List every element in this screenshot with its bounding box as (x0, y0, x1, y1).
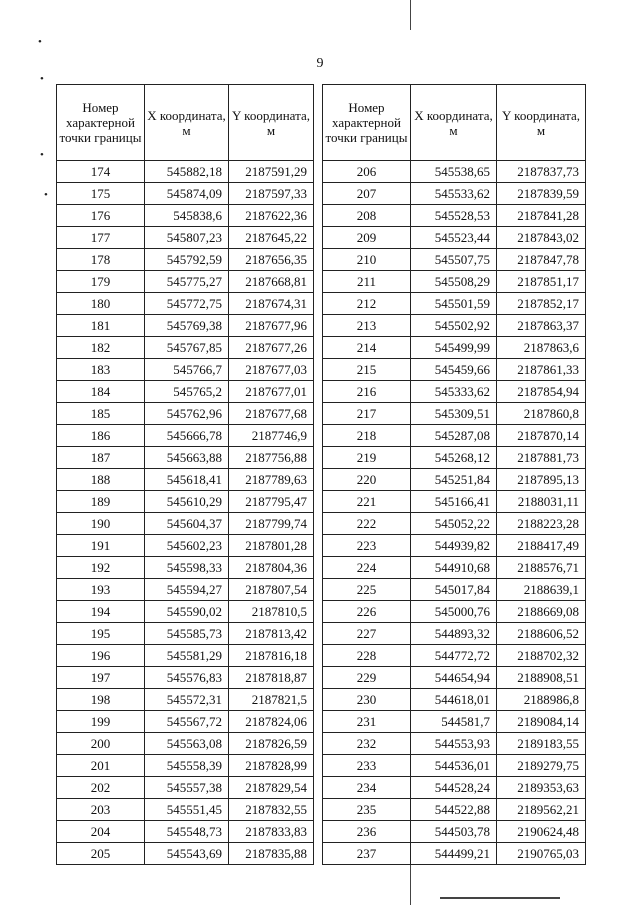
table-row (57, 645, 314, 667)
table-row (323, 755, 586, 777)
point-number-cell: 188 (57, 469, 145, 491)
y-coordinate-cell: 2187881,73 (497, 447, 586, 469)
x-coordinate-cell: 545251,84 (411, 469, 497, 491)
scan-line (410, 0, 411, 30)
table-row (57, 601, 314, 623)
x-coordinate-cell: 545765,2 (145, 381, 229, 403)
point-number-cell: 187 (57, 447, 145, 469)
y-coordinate-cell: 2188908,51 (497, 667, 586, 689)
point-number-cell: 176 (57, 205, 145, 227)
x-coordinate-cell: 545775,27 (145, 271, 229, 293)
table-row (323, 623, 586, 645)
y-coordinate-cell: 2189353,63 (497, 777, 586, 799)
table-row (57, 161, 314, 183)
table-row (323, 293, 586, 315)
table-row (57, 293, 314, 315)
y-coordinate-cell: 2187813,42 (229, 623, 314, 645)
x-coordinate-cell: 544772,72 (411, 645, 497, 667)
y-coordinate-cell: 2187847,78 (497, 249, 586, 271)
x-coordinate-cell: 545610,29 (145, 491, 229, 513)
point-number-cell: 183 (57, 359, 145, 381)
table-row (57, 711, 314, 733)
header-y-coordinate: Y координата, м (497, 85, 586, 161)
x-coordinate-cell: 545602,23 (145, 535, 229, 557)
table-row (57, 315, 314, 337)
header-point-number: Номер характерной точки границы (323, 85, 411, 161)
y-coordinate-cell: 2187828,99 (229, 755, 314, 777)
x-coordinate-cell: 545598,33 (145, 557, 229, 579)
x-coordinate-cell: 545268,12 (411, 447, 497, 469)
x-coordinate-cell: 545807,23 (145, 227, 229, 249)
point-number-cell: 209 (323, 227, 411, 249)
y-coordinate-cell: 2187674,31 (229, 293, 314, 315)
point-number-cell: 203 (57, 799, 145, 821)
point-number-cell: 233 (323, 755, 411, 777)
y-coordinate-cell: 2187851,17 (497, 271, 586, 293)
y-coordinate-cell: 2188639,1 (497, 579, 586, 601)
point-number-cell: 202 (57, 777, 145, 799)
y-coordinate-cell: 2187816,18 (229, 645, 314, 667)
x-coordinate-cell: 545502,92 (411, 315, 497, 337)
point-number-cell: 211 (323, 271, 411, 293)
x-coordinate-cell: 545166,41 (411, 491, 497, 513)
y-coordinate-cell: 2187860,8 (497, 403, 586, 425)
table-row (57, 535, 314, 557)
table-row (57, 799, 314, 821)
point-number-cell: 182 (57, 337, 145, 359)
y-coordinate-cell: 2187799,74 (229, 513, 314, 535)
point-number-cell: 205 (57, 843, 145, 865)
point-number-cell: 184 (57, 381, 145, 403)
y-coordinate-cell: 2187677,96 (229, 315, 314, 337)
x-coordinate-cell: 545594,27 (145, 579, 229, 601)
point-number-cell: 199 (57, 711, 145, 733)
table-row (57, 183, 314, 205)
x-coordinate-cell: 544618,01 (411, 689, 497, 711)
x-coordinate-cell: 545528,53 (411, 205, 497, 227)
table-row (323, 315, 586, 337)
x-coordinate-cell: 545567,72 (145, 711, 229, 733)
x-coordinate-cell: 545666,78 (145, 425, 229, 447)
point-number-cell: 179 (57, 271, 145, 293)
table-row (323, 425, 586, 447)
table-row (57, 447, 314, 469)
y-coordinate-cell: 2187835,88 (229, 843, 314, 865)
x-coordinate-cell: 544522,88 (411, 799, 497, 821)
x-coordinate-cell: 545563,08 (145, 733, 229, 755)
point-number-cell: 212 (323, 293, 411, 315)
point-number-cell: 174 (57, 161, 145, 183)
table-row (57, 381, 314, 403)
table-row (57, 689, 314, 711)
coordinates-table-right (322, 84, 586, 865)
table-row (323, 337, 586, 359)
y-coordinate-cell: 2187826,59 (229, 733, 314, 755)
y-coordinate-cell: 2187843,02 (497, 227, 586, 249)
point-number-cell: 189 (57, 491, 145, 513)
point-number-cell: 194 (57, 601, 145, 623)
table-row (57, 513, 314, 535)
table-row (323, 403, 586, 425)
point-number-cell: 197 (57, 667, 145, 689)
y-coordinate-cell: 2187591,29 (229, 161, 314, 183)
x-coordinate-cell: 544581,7 (411, 711, 497, 733)
x-coordinate-cell: 545882,18 (145, 161, 229, 183)
table-row (57, 733, 314, 755)
x-coordinate-cell: 545767,85 (145, 337, 229, 359)
y-coordinate-cell: 2188576,71 (497, 557, 586, 579)
table-row (57, 623, 314, 645)
point-number-cell: 191 (57, 535, 145, 557)
point-number-cell: 177 (57, 227, 145, 249)
y-coordinate-cell: 2187810,5 (229, 601, 314, 623)
y-coordinate-cell: 2188606,52 (497, 623, 586, 645)
x-coordinate-cell: 545576,83 (145, 667, 229, 689)
point-number-cell: 223 (323, 535, 411, 557)
y-coordinate-cell: 2187854,94 (497, 381, 586, 403)
table-row (323, 733, 586, 755)
table-row (323, 271, 586, 293)
y-coordinate-cell: 2187837,73 (497, 161, 586, 183)
y-coordinate-cell: 2187746,9 (229, 425, 314, 447)
table-row (323, 579, 586, 601)
x-coordinate-cell: 545309,51 (411, 403, 497, 425)
x-coordinate-cell: 545533,62 (411, 183, 497, 205)
y-coordinate-cell: 2187597,33 (229, 183, 314, 205)
y-coordinate-cell: 2187656,35 (229, 249, 314, 271)
x-coordinate-cell: 545618,41 (145, 469, 229, 491)
point-number-cell: 235 (323, 799, 411, 821)
x-coordinate-cell: 545287,08 (411, 425, 497, 447)
x-coordinate-cell: 545507,75 (411, 249, 497, 271)
point-number-cell: 220 (323, 469, 411, 491)
table-row (323, 645, 586, 667)
table-row (323, 689, 586, 711)
table-row (323, 601, 586, 623)
point-number-cell: 181 (57, 315, 145, 337)
point-number-cell: 222 (323, 513, 411, 535)
point-number-cell: 192 (57, 557, 145, 579)
point-number-cell: 195 (57, 623, 145, 645)
y-coordinate-cell: 2187677,68 (229, 403, 314, 425)
y-coordinate-cell: 2188223,28 (497, 513, 586, 535)
y-coordinate-cell: 2187622,36 (229, 205, 314, 227)
y-coordinate-cell: 2190624,48 (497, 821, 586, 843)
y-coordinate-cell: 2187807,54 (229, 579, 314, 601)
table-row (57, 337, 314, 359)
x-coordinate-cell: 544553,93 (411, 733, 497, 755)
table-row (57, 667, 314, 689)
header-y-coordinate: Y координата, м (229, 85, 314, 161)
point-number-cell: 219 (323, 447, 411, 469)
table-row (323, 711, 586, 733)
y-coordinate-cell: 2187756,88 (229, 447, 314, 469)
x-coordinate-cell: 545572,31 (145, 689, 229, 711)
table-row (57, 271, 314, 293)
point-number-cell: 210 (323, 249, 411, 271)
x-coordinate-cell: 545557,38 (145, 777, 229, 799)
x-coordinate-cell: 545459,66 (411, 359, 497, 381)
y-coordinate-cell: 2187795,47 (229, 491, 314, 513)
header-point-number: Номер характерной точки границы (57, 85, 145, 161)
table-row (323, 821, 586, 843)
scan-mark: • (44, 189, 48, 201)
x-coordinate-cell: 545874,09 (145, 183, 229, 205)
point-number-cell: 231 (323, 711, 411, 733)
x-coordinate-cell: 545585,73 (145, 623, 229, 645)
point-number-cell: 221 (323, 491, 411, 513)
x-coordinate-cell: 544536,01 (411, 755, 497, 777)
point-number-cell: 215 (323, 359, 411, 381)
table-row (323, 799, 586, 821)
x-coordinate-cell: 545604,37 (145, 513, 229, 535)
coordinates-table-left (56, 84, 314, 865)
point-number-cell: 217 (323, 403, 411, 425)
table-row (323, 161, 586, 183)
y-coordinate-cell: 2187863,37 (497, 315, 586, 337)
x-coordinate-cell: 545538,65 (411, 161, 497, 183)
table-row (323, 535, 586, 557)
y-coordinate-cell: 2187841,28 (497, 205, 586, 227)
y-coordinate-cell: 2187863,6 (497, 337, 586, 359)
y-coordinate-cell: 2187870,14 (497, 425, 586, 447)
point-number-cell: 201 (57, 755, 145, 777)
point-number-cell: 193 (57, 579, 145, 601)
table-row (57, 403, 314, 425)
x-coordinate-cell: 545548,73 (145, 821, 229, 843)
point-number-cell: 232 (323, 733, 411, 755)
x-coordinate-cell: 545508,29 (411, 271, 497, 293)
point-number-cell: 226 (323, 601, 411, 623)
table-row (57, 579, 314, 601)
point-number-cell: 206 (323, 161, 411, 183)
y-coordinate-cell: 2189562,21 (497, 799, 586, 821)
y-coordinate-cell: 2187668,81 (229, 271, 314, 293)
x-coordinate-cell: 544910,68 (411, 557, 497, 579)
y-coordinate-cell: 2188702,32 (497, 645, 586, 667)
y-coordinate-cell: 2187832,55 (229, 799, 314, 821)
point-number-cell: 234 (323, 777, 411, 799)
x-coordinate-cell: 545663,88 (145, 447, 229, 469)
point-number-cell: 180 (57, 293, 145, 315)
x-coordinate-cell: 545052,22 (411, 513, 497, 535)
table-row (57, 249, 314, 271)
x-coordinate-cell: 544499,21 (411, 843, 497, 865)
point-number-cell: 208 (323, 205, 411, 227)
point-number-cell: 229 (323, 667, 411, 689)
point-number-cell: 216 (323, 381, 411, 403)
header-x-coordinate: X координата, м (145, 85, 229, 161)
x-coordinate-cell: 545792,59 (145, 249, 229, 271)
table-header-row (323, 85, 586, 161)
point-number-cell: 230 (323, 689, 411, 711)
x-coordinate-cell: 545766,7 (145, 359, 229, 381)
x-coordinate-cell: 545499,99 (411, 337, 497, 359)
point-number-cell: 175 (57, 183, 145, 205)
y-coordinate-cell: 2189279,75 (497, 755, 586, 777)
y-coordinate-cell: 2187833,83 (229, 821, 314, 843)
x-coordinate-cell: 545017,84 (411, 579, 497, 601)
page-number: 9 (316, 56, 324, 71)
table-row (57, 469, 314, 491)
table-row (323, 249, 586, 271)
y-coordinate-cell: 2187824,06 (229, 711, 314, 733)
x-coordinate-cell: 544528,24 (411, 777, 497, 799)
x-coordinate-cell: 545581,29 (145, 645, 229, 667)
table-header-row (57, 85, 314, 161)
table-row (57, 491, 314, 513)
x-coordinate-cell: 545838,6 (145, 205, 229, 227)
y-coordinate-cell: 2187852,17 (497, 293, 586, 315)
table-row (323, 183, 586, 205)
y-coordinate-cell: 2187839,59 (497, 183, 586, 205)
x-coordinate-cell: 545590,02 (145, 601, 229, 623)
table-row (57, 557, 314, 579)
y-coordinate-cell: 2188031,11 (497, 491, 586, 513)
x-coordinate-cell: 545543,69 (145, 843, 229, 865)
x-coordinate-cell: 545523,44 (411, 227, 497, 249)
header-x-coordinate: X координата, м (411, 85, 497, 161)
x-coordinate-cell: 544939,82 (411, 535, 497, 557)
y-coordinate-cell: 2190765,03 (497, 843, 586, 865)
table-row (57, 359, 314, 381)
x-coordinate-cell: 544654,94 (411, 667, 497, 689)
table-row (323, 359, 586, 381)
table-row (57, 425, 314, 447)
y-coordinate-cell: 2189183,55 (497, 733, 586, 755)
y-coordinate-cell: 2187895,13 (497, 469, 586, 491)
point-number-cell: 218 (323, 425, 411, 447)
x-coordinate-cell: 545772,75 (145, 293, 229, 315)
point-number-cell: 228 (323, 645, 411, 667)
y-coordinate-cell: 2187645,22 (229, 227, 314, 249)
x-coordinate-cell: 545333,62 (411, 381, 497, 403)
point-number-cell: 207 (323, 183, 411, 205)
x-coordinate-cell: 545769,38 (145, 315, 229, 337)
table-row (323, 469, 586, 491)
y-coordinate-cell: 2187804,36 (229, 557, 314, 579)
table-row (323, 227, 586, 249)
y-coordinate-cell: 2187677,26 (229, 337, 314, 359)
x-coordinate-cell: 545762,96 (145, 403, 229, 425)
point-number-cell: 186 (57, 425, 145, 447)
table-row (57, 777, 314, 799)
point-number-cell: 198 (57, 689, 145, 711)
point-number-cell: 237 (323, 843, 411, 865)
x-coordinate-cell: 544503,78 (411, 821, 497, 843)
x-coordinate-cell: 544893,32 (411, 623, 497, 645)
point-number-cell: 200 (57, 733, 145, 755)
y-coordinate-cell: 2187677,01 (229, 381, 314, 403)
point-number-cell: 225 (323, 579, 411, 601)
table-row (323, 667, 586, 689)
table-row (323, 557, 586, 579)
y-coordinate-cell: 2187818,87 (229, 667, 314, 689)
y-coordinate-cell: 2187677,03 (229, 359, 314, 381)
x-coordinate-cell: 545551,45 (145, 799, 229, 821)
y-coordinate-cell: 2187789,63 (229, 469, 314, 491)
point-number-cell: 214 (323, 337, 411, 359)
point-number-cell: 236 (323, 821, 411, 843)
y-coordinate-cell: 2188986,8 (497, 689, 586, 711)
table-row (323, 843, 586, 865)
x-coordinate-cell: 545558,39 (145, 755, 229, 777)
point-number-cell: 185 (57, 403, 145, 425)
point-number-cell: 227 (323, 623, 411, 645)
table-row (323, 205, 586, 227)
table-row (57, 843, 314, 865)
table-row (323, 777, 586, 799)
point-number-cell: 196 (57, 645, 145, 667)
y-coordinate-cell: 2188669,08 (497, 601, 586, 623)
table-row (323, 513, 586, 535)
scan-mark: • (40, 149, 44, 161)
table-row (323, 447, 586, 469)
point-number-cell: 190 (57, 513, 145, 535)
y-coordinate-cell: 2189084,14 (497, 711, 586, 733)
point-number-cell: 213 (323, 315, 411, 337)
x-coordinate-cell: 545000,76 (411, 601, 497, 623)
table-row (57, 755, 314, 777)
y-coordinate-cell: 2187861,33 (497, 359, 586, 381)
point-number-cell: 224 (323, 557, 411, 579)
y-coordinate-cell: 2188417,49 (497, 535, 586, 557)
scan-mark: • (38, 36, 42, 48)
table-row (57, 205, 314, 227)
table-row (323, 381, 586, 403)
y-coordinate-cell: 2187801,28 (229, 535, 314, 557)
scan-line (440, 897, 560, 899)
table-row (57, 227, 314, 249)
y-coordinate-cell: 2187821,5 (229, 689, 314, 711)
table-row (323, 491, 586, 513)
point-number-cell: 178 (57, 249, 145, 271)
scan-mark: • (40, 73, 44, 85)
point-number-cell: 204 (57, 821, 145, 843)
table-row (57, 821, 314, 843)
x-coordinate-cell: 545501,59 (411, 293, 497, 315)
y-coordinate-cell: 2187829,54 (229, 777, 314, 799)
